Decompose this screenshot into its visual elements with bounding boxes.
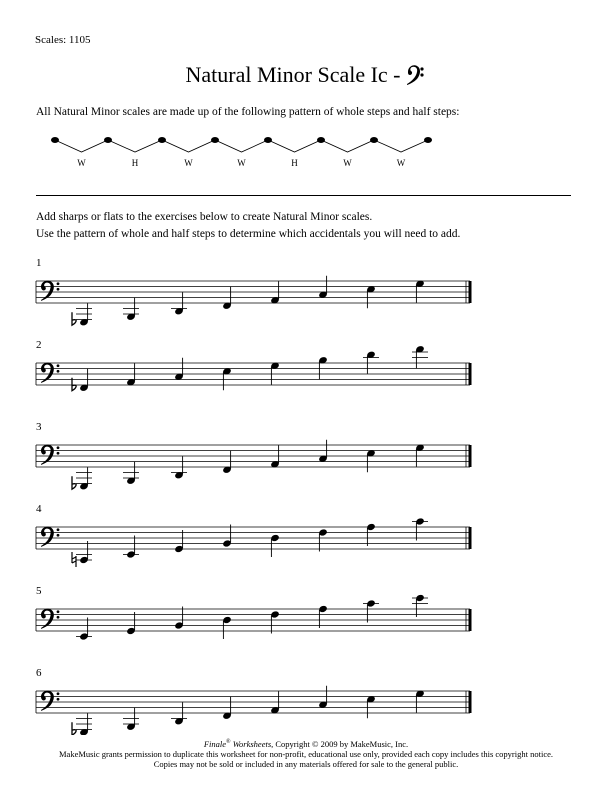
footer-copyright: , Copyright © 2009 by MakeMusic, Inc. bbox=[271, 738, 409, 749]
footer-registered-mark: ® bbox=[226, 739, 231, 745]
exercise-1 bbox=[36, 257, 470, 326]
footer-line-3: Copies may not be sold or included in any materials offered for sale to the general public. bbox=[153, 758, 459, 769]
clef-dot bbox=[57, 610, 60, 613]
clef-dot bbox=[57, 282, 60, 285]
footer-line-2: MakeMusic grants permission to duplicate this worksheet for non-profit, educational use only, provided each copy includes this copyright notice. bbox=[59, 748, 553, 759]
exercise-4 bbox=[36, 503, 470, 567]
clef-dot bbox=[57, 616, 60, 619]
exercise-6 bbox=[36, 667, 470, 735]
clef-dot bbox=[57, 446, 60, 449]
title-text: Natural Minor Scale Ic - bbox=[185, 62, 401, 87]
worksheet-id: Scales: 1105 bbox=[35, 34, 91, 46]
clef-dot bbox=[57, 452, 60, 455]
instruction-line-1: Add sharps or flats to the exercises below to create Natural Minor scales. bbox=[36, 211, 373, 223]
pattern-step-label: W bbox=[77, 158, 86, 168]
exercise-5 bbox=[36, 585, 470, 641]
intro-text: All Natural Minor scales are made up of the following pattern of whole steps and half steps: bbox=[36, 106, 460, 118]
clef-dot bbox=[57, 692, 60, 695]
flat-accidental bbox=[72, 722, 76, 735]
exercise-number: 2 bbox=[36, 339, 42, 351]
instruction-line-2: Use the pattern of whole and half steps to determine which accidentals you will need to add. bbox=[36, 228, 461, 240]
clef-dot bbox=[57, 534, 60, 537]
pattern-step-label: H bbox=[291, 158, 298, 168]
flat-accidental bbox=[72, 312, 76, 325]
pattern-step-label: W bbox=[184, 158, 193, 168]
clef-dot bbox=[57, 288, 60, 291]
pattern-step-label: W bbox=[343, 158, 352, 168]
clef-dot bbox=[57, 698, 60, 701]
clef-dot bbox=[57, 528, 60, 531]
footer-brand: Finale bbox=[203, 738, 227, 749]
pattern-step-label: H bbox=[131, 158, 139, 168]
copyright-footer bbox=[0, 737, 612, 769]
pattern-step-label: W bbox=[237, 158, 246, 168]
exercise-number: 6 bbox=[36, 667, 42, 679]
exercise-3 bbox=[36, 421, 470, 490]
footer-worksheets: Worksheets bbox=[232, 738, 272, 749]
pattern-step-label: W bbox=[396, 158, 406, 168]
exercise-number: 3 bbox=[36, 421, 42, 433]
footer-line-1 bbox=[0, 737, 612, 749]
exercise-2 bbox=[36, 339, 470, 392]
natural-accidental bbox=[72, 552, 76, 567]
exercise-number: 5 bbox=[36, 585, 42, 597]
exercise-number: 1 bbox=[36, 257, 42, 269]
exercise-number: 4 bbox=[36, 503, 42, 515]
clef-dot bbox=[57, 364, 60, 367]
clef-dot bbox=[57, 370, 60, 373]
flat-accidental bbox=[72, 476, 76, 489]
